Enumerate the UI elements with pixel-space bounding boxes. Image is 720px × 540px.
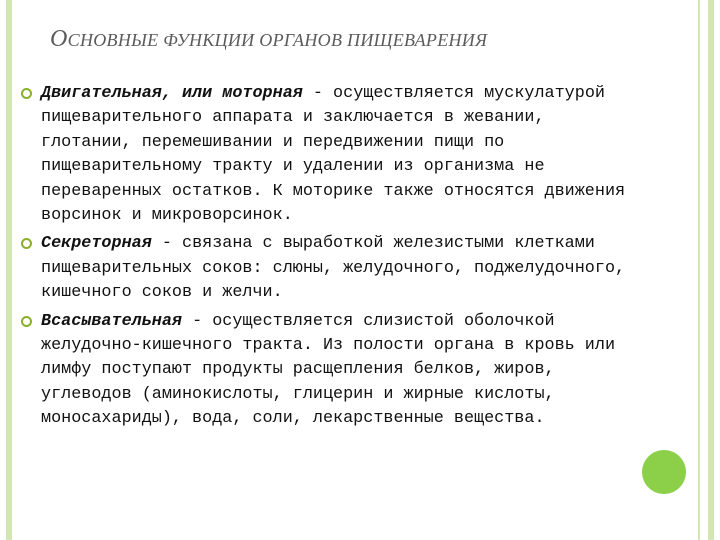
title-rest: СНОВНЫЕ ФУНКЦИИ ОРГАНОВ ПИЩЕВАРЕНИЯ [67,30,488,50]
text-absorptive: - осуществляется слизистой оболочкой желудочно-кишечного тракта. Из полости органа в кровь или лимфу поступают продукты расщепления белков, жиров, углеводов (аминокислоты, глицерин и жирные кислоты, моносахариды), вода, соли, лекарственные вещества. [41,311,616,429]
left-frame-bar [6,0,12,540]
term-absorptive: Всасывательная [41,311,182,331]
function-list [20,82,630,436]
right-frame-line [698,0,700,540]
slide-title [50,26,690,53]
text-secretory: - связана с выработкой железистыми клетками пищеварительных соков: слюны, желудочного, поджелудочного, кишечного соков и желчи. [41,234,626,303]
decorative-circle-icon [642,450,686,494]
bullet-icon [21,238,32,249]
list-item-motor [20,82,630,228]
text-motor: - осуществляется мускулатурой пищеварительного аппарата и заключается в жевании, глотании, перемешивании и передвижении пищи по пищеварительному тракту и удалении из организма не переваренных остатков. К моторике также относятся движения ворсинок и микроворсинок. [41,84,626,226]
bullet-icon [21,88,32,99]
bullet-icon [21,316,32,327]
right-frame-bar [708,0,714,540]
term-motor: Двигательная, или моторная [41,84,303,103]
term-secretory: Секреторная [41,234,152,254]
list-item-absorptive [20,310,630,432]
list-item-secretory [20,232,630,305]
title-first-letter: О [50,26,68,52]
